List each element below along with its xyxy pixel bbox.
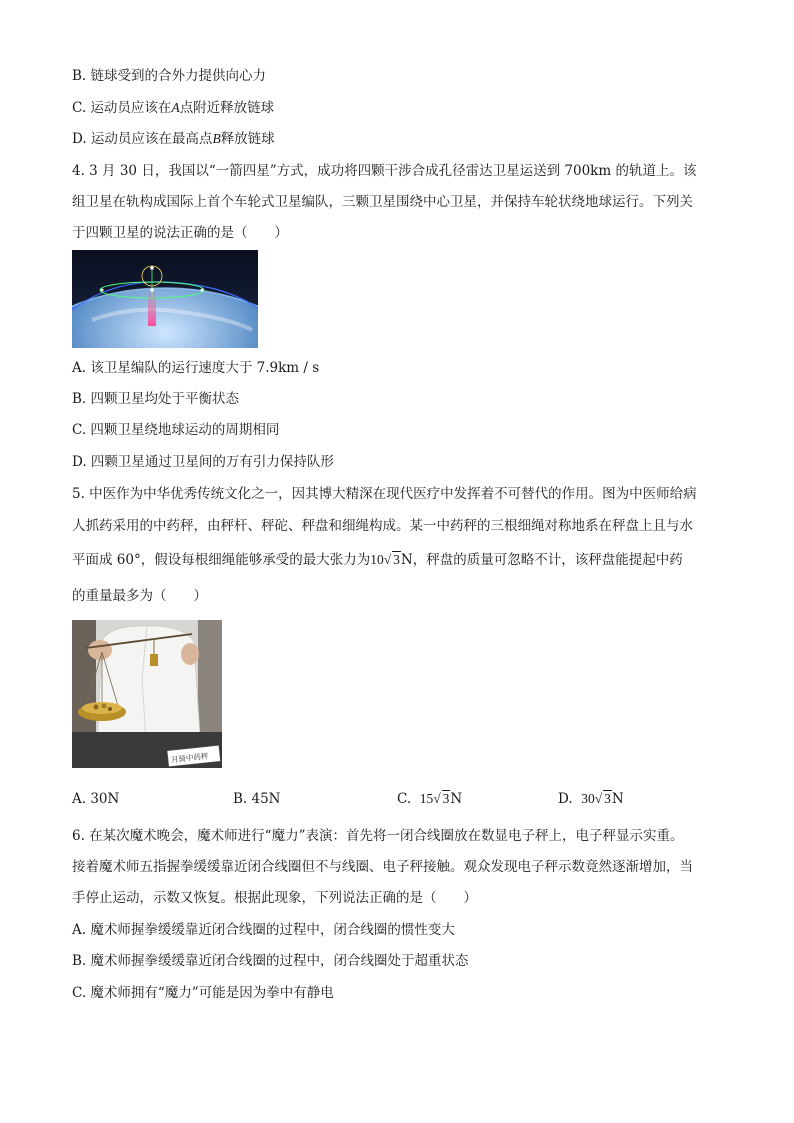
q5-tension-coefficient: 10 [370, 552, 384, 567]
q4-option-b: B. 四颗卫星均处于平衡状态 [72, 391, 240, 407]
q3-option-d-text: D. 运动员应该在最高点 [72, 131, 213, 147]
q5-stem-line4: 的重量最多为（ ） [72, 588, 207, 604]
q5-option-c-coefficient: 15 [419, 791, 434, 806]
q6-option-b: B. 魔术师握拳缓缓靠近闭合线圈的过程中，闭合线圈处于超重状态 [72, 953, 469, 969]
q5-option-c [397, 789, 462, 809]
q3-option-d [72, 129, 275, 149]
q5-option-d [558, 789, 624, 809]
q4-stem-line1: 4. 3 月 30 日，我国以“一箭四星”方式，成功将四颗干涉合成孔径雷达卫星运送到 700km 的轨道上。该 [72, 163, 697, 179]
q5-stem-line3-text-end: N，秤盘的质量可忽略不计，该秤盘能提起中药 [400, 552, 683, 568]
q4-option-d: D. 四颗卫星通过卫星间的万有引力保持队形 [72, 454, 334, 470]
q6-stem-line2: 接着魔术师五指握拳缓缓靠近闭合线圈但不与线圈、电子秤接触。观众发现电子秤示数竟然逐渐增加，当 [72, 859, 693, 875]
scale-photo-caption: 月骑中药秤 [170, 751, 209, 765]
q4-stem-line2: 组卫星在轨构成国际上首个车轮式卫星编队，三颗卫星围绕中心卫星，并保持车轮状绕地球运行。下列关 [72, 194, 693, 210]
q3-option-d-point: B [212, 131, 221, 146]
q3-option-c-text-end: 点附近释放链球 [179, 100, 275, 116]
medicine-scale-illustration [72, 620, 222, 768]
q5-option-a: A. 30N [72, 791, 120, 807]
q5-stem-line1: 5. 中医作为中华优秀传统文化之一，因其博大精深在现代医疗中发挥着不可替代的作用。图为中医师给病 [72, 486, 697, 502]
q4-stem-line3: 于四颗卫星的说法正确的是（ ） [72, 225, 288, 241]
q5-option-c-value: 15√ 3 [419, 791, 450, 806]
q5-option-d-value: 30√ 3 [581, 791, 611, 806]
chinese-medicine-scale-photo [72, 620, 222, 768]
q5-option-d-radicand: 3 [604, 791, 611, 806]
q6-stem-line1: 6. 在某次魔术晚会，魔术师进行“魔力”表演：首先将一闭合线圈放在数显电子秤上，电子秤显示实重。 [72, 828, 684, 844]
q5-tension-radicand: 3 [393, 552, 400, 567]
q5-option-d-letter: D. [558, 791, 573, 807]
q5-stem-line2: 人抓药采用的中药秤，由秤杆、秤砣、秤盘和细绳构成。某一中药秤的三根细绳对称地系在秤盘上且与水 [72, 518, 693, 534]
q3-option-b: B. 链球受到的合外力提供向心力 [72, 68, 267, 84]
q3-option-c [72, 98, 274, 118]
q3-option-d-text-end: 释放链球 [220, 131, 275, 147]
q6-option-c: C. 魔术师拥有“魔力”可能是因为拳中有静电 [72, 985, 334, 1001]
q4-option-a: A. 该卫星编队的运行速度大于 7.9km / s [72, 360, 320, 376]
q5-option-c-radicand: 3 [442, 791, 450, 806]
q4-option-c: C. 四颗卫星绕地球运动的周期相同 [72, 422, 280, 438]
q5-stem-line3 [72, 550, 683, 570]
q3-option-c-point: A [171, 100, 180, 115]
q5-option-d-unit: N [611, 791, 624, 807]
q5-stem-line3-text: 平面成 60°，假设每根细绳能够承受的最大张力为 [72, 552, 371, 568]
satellite-formation-image [72, 250, 258, 348]
q5-option-d-coefficient: 30 [581, 791, 595, 806]
q5-max-tension-value: 10√ 3 [370, 552, 400, 567]
q6-stem-line3: 手停止运动，示数又恢复。根据此现象，下列说法正确的是（ ） [72, 890, 477, 906]
satellite-earth-illustration [72, 250, 258, 348]
q6-option-a: A. 魔术师握拳缓缓靠近闭合线圈的过程中，闭合线圈的惯性变大 [72, 922, 455, 938]
q5-option-c-letter: C. [397, 791, 412, 807]
q5-option-c-unit: N [450, 791, 463, 807]
q5-option-b: B. 45N [233, 791, 281, 807]
q3-option-c-text: C. 运动员应该在 [72, 100, 172, 116]
